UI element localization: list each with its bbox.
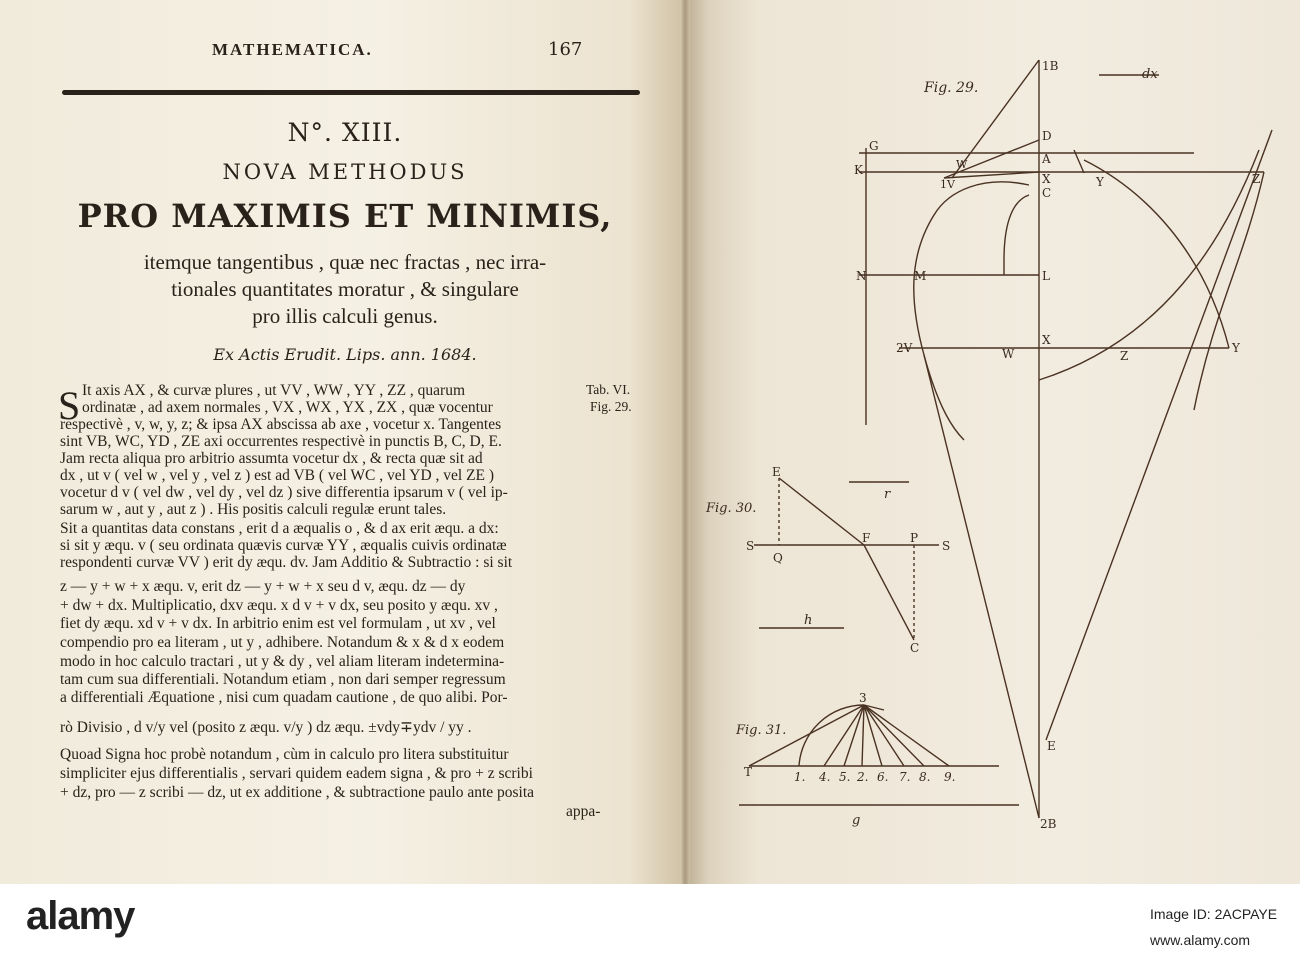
margin-note-fig: Fig. 29. bbox=[590, 399, 632, 414]
fig29-curve-ww bbox=[1004, 195, 1029, 275]
fig31-point: 7. bbox=[899, 770, 911, 784]
fig29-tangent-2b bbox=[924, 355, 1039, 818]
fig30-point: E bbox=[772, 465, 781, 479]
body-line: si sit y æqu. v ( seu ordinata quævis curvæ YY , æqualis cuivis ordinatæ bbox=[60, 537, 507, 554]
body-line: sint VB, WC, YD , ZE axi occurrentes respectivè in punctis B, C, D, E. bbox=[60, 433, 502, 450]
fig29-curve-zz bbox=[1039, 150, 1259, 380]
source-citation: Ex Actis Erudit. Lips. ann. 1684. bbox=[213, 345, 477, 364]
fig29-point: W bbox=[956, 158, 968, 171]
stock-url: www.alamy.com bbox=[1150, 932, 1251, 948]
fig29-point: 2B bbox=[1040, 817, 1057, 831]
dx-label: dx bbox=[1142, 67, 1158, 82]
fig30-point: C bbox=[910, 641, 920, 655]
fig30-point: Q bbox=[773, 551, 783, 565]
fig31-point: 2. bbox=[857, 770, 869, 784]
fig29-point: 1B bbox=[1042, 59, 1059, 73]
catchword: appa- bbox=[566, 803, 601, 820]
right-page bbox=[684, 0, 1300, 884]
fig31-point: 4. bbox=[819, 770, 831, 784]
margin-note-tab: Tab. VI. bbox=[586, 382, 631, 397]
fig31-point: 9. bbox=[944, 770, 956, 784]
title-line-1: NOVA METHODUS bbox=[222, 160, 468, 184]
body-line: It axis AX , & curvæ plures , ut VV , WW , YY , ZZ , quarum bbox=[82, 382, 466, 399]
body-line: dx , ut v ( vel w , vel y , vel z ) est ad VB ( vel WC , vel YD , vel ZE ) bbox=[60, 467, 495, 484]
fig29-point: A bbox=[1042, 152, 1051, 166]
fig30-point: S bbox=[746, 539, 755, 553]
fig29-tangent-ze bbox=[1046, 130, 1272, 740]
left-page bbox=[0, 0, 684, 884]
fig30-line-fc bbox=[864, 545, 914, 640]
image-id: Image ID: 2ACPAYE bbox=[1150, 906, 1278, 922]
fig29-point: E bbox=[1047, 739, 1056, 753]
fig30-point: P bbox=[910, 531, 919, 545]
fig29-point: Z bbox=[1252, 172, 1261, 186]
fig29-point: 1V bbox=[940, 178, 955, 191]
body-line: Jam recta aliqua pro arbitrio assumta vocetur dx , & recta quæ sit ad bbox=[60, 450, 483, 467]
body-line: fiet dy æqu. xd v + v dx. In arbitrio enim est vel formulam , ut xv , vel bbox=[60, 615, 496, 632]
body-line: modo in hoc calculo tractari , ut y & dy , vel aliam literam indetermina- bbox=[60, 653, 505, 670]
fig29-point: M bbox=[914, 269, 927, 283]
alamy-logo: alamy bbox=[26, 894, 135, 938]
body-line: respondenti curvæ VV ) erit dy æqu. dv. Jam Additio & Subtractio : si sit bbox=[60, 554, 513, 571]
figure-plate bbox=[684, 0, 1300, 884]
fig31-point: 3 bbox=[859, 691, 867, 705]
article-number: N°. XIII. bbox=[287, 118, 403, 147]
fig29-curve-yy bbox=[1084, 160, 1229, 348]
page-number: 167 bbox=[548, 39, 583, 60]
fig29-point: D bbox=[1042, 129, 1052, 143]
body-line: ordinatæ , ad axem normales , VX , WX , YX , ZX , quæ vocentur bbox=[82, 399, 493, 416]
fig31-label: Fig. 31. bbox=[736, 723, 787, 738]
fig29-point: X bbox=[1042, 333, 1051, 347]
body-line: simpliciter ejus differentialis , servari quidem eadem signa , & pro + z scribi bbox=[60, 765, 533, 782]
fig29-point: G bbox=[869, 139, 879, 153]
body-line: z — y + w + x æqu. v, erit dz — y + w + x seu d v, æqu. dz — dy bbox=[60, 578, 466, 595]
subtitle-line-1: itemque tangentibus , quæ nec fractas , nec irra- bbox=[143, 250, 547, 274]
stock-footer bbox=[0, 884, 1300, 972]
fig29-point: Z bbox=[1120, 349, 1129, 363]
body-line: compendio pro ea literam , ut y , adhibere. Notandum & x & d x eodem bbox=[60, 634, 505, 651]
header-rule bbox=[62, 90, 640, 95]
body-line: Quoad Signa hoc probè notandum , cùm in calculo pro litera substituitur bbox=[60, 746, 509, 763]
fig31-ray-7 bbox=[864, 705, 904, 766]
book-gutter bbox=[680, 0, 690, 884]
fig29-point: Y bbox=[1096, 175, 1104, 189]
fig31-point: 8. bbox=[919, 770, 931, 784]
fig29-point: K bbox=[854, 163, 863, 177]
body-line: + dw + dx. Multiplicatio, dxv æqu. x d v + v dx, seu posito y æqu. xv , bbox=[60, 597, 498, 614]
fig31-ray-2 bbox=[862, 705, 864, 766]
fig30-point: F bbox=[862, 531, 871, 545]
fig29-point: Y bbox=[1232, 341, 1240, 355]
body-line: vocetur d v ( vel dw , vel dy , vel dz ) sive differentia ipsarum v ( vel ip- bbox=[60, 484, 508, 501]
body-line: a differentiali Æquatione , nisi cum quadam cautione , de quo alibi. Por- bbox=[60, 689, 508, 706]
body-line: respectivè , v, w, y, z; & ipsa AX abscissa ab axe , vocetur x. Tangentes bbox=[60, 416, 502, 433]
body-line: Sit a quantitas data constans , erit d a æqualis o , & d ax erit æqu. a dx: bbox=[60, 520, 499, 537]
fig29-curve-vv bbox=[914, 182, 1029, 440]
fig29-point: N bbox=[856, 269, 867, 283]
drop-cap: S bbox=[58, 383, 81, 428]
r-label: r bbox=[884, 487, 891, 502]
fig29-point: C bbox=[1042, 186, 1052, 200]
fig30-point: S bbox=[942, 539, 951, 553]
fig29-point: L bbox=[1042, 269, 1050, 283]
body-line: + dz, pro — z scribi — dz, ut ex additione , & subtractione paulo ante posita bbox=[60, 784, 535, 801]
running-head: MATHEMATICA. bbox=[212, 40, 373, 59]
fig29-point: W bbox=[1002, 347, 1015, 361]
fig31-ray-9 bbox=[864, 705, 949, 766]
g-label: g bbox=[852, 813, 861, 828]
body-line: sarum w , aut y , aut z ) . His positis calculi regulæ erunt tales. bbox=[60, 501, 447, 518]
fig31-point: 1. bbox=[794, 770, 806, 784]
body-line: tam cum sua differentiali. Notandum etiam , non dari semper regressum bbox=[60, 671, 506, 688]
fig29-point: X bbox=[1042, 172, 1051, 186]
title-line-2: PRO MAXIMIS ET MINIMIS, bbox=[77, 197, 613, 235]
h-label: h bbox=[804, 613, 813, 628]
subtitle-line-3: pro illis calculi genus. bbox=[252, 304, 438, 328]
fig29-label: Fig. 29. bbox=[924, 80, 979, 96]
fig30-line-ef bbox=[779, 478, 864, 545]
fig31-point: T bbox=[744, 765, 753, 779]
subtitle-line-2: tionales quantitates moratur , & singulare bbox=[171, 277, 519, 301]
fig31-point: 6. bbox=[877, 770, 889, 784]
fig30-label: Fig. 30. bbox=[706, 501, 757, 516]
fig29-point: 2V bbox=[896, 341, 913, 355]
fig31-point: 5. bbox=[839, 770, 851, 784]
fig29-curve-z2 bbox=[1194, 172, 1264, 410]
body-line: rò Divisio , d v/y vel (posito z æqu. v/y ) dz æqu. ±vdy∓ydv / yy . bbox=[60, 719, 472, 736]
